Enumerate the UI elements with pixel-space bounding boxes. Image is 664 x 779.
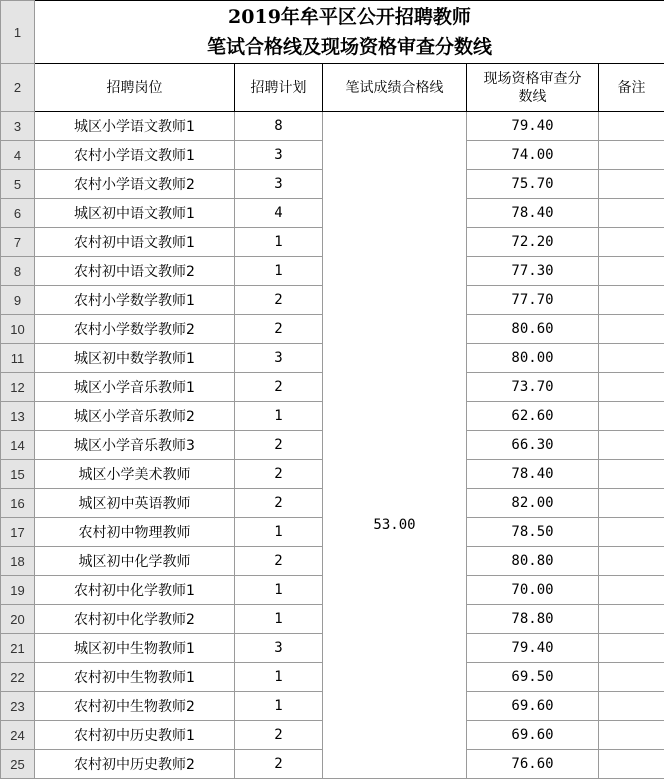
cell-review-score[interactable]: 78.80 xyxy=(467,605,599,634)
cell-note[interactable] xyxy=(599,431,664,460)
cell-position[interactable]: 农村小学数学教师2 xyxy=(35,315,235,344)
cell-review-score[interactable]: 69.60 xyxy=(467,692,599,721)
row-number[interactable]: 5 xyxy=(1,170,35,199)
header-written-line[interactable]: 笔试成绩合格线 xyxy=(323,64,467,112)
cell-position[interactable]: 农村初中化学教师2 xyxy=(35,605,235,634)
header-position[interactable]: 招聘岗位 xyxy=(35,64,235,112)
cell-plan[interactable]: 2 xyxy=(235,286,323,315)
cell-plan[interactable]: 4 xyxy=(235,199,323,228)
cell-plan[interactable]: 2 xyxy=(235,315,323,344)
row-number[interactable]: 23 xyxy=(1,692,35,721)
cell-review-score[interactable]: 80.60 xyxy=(467,315,599,344)
cell-review-score[interactable]: 69.60 xyxy=(467,721,599,750)
cell-position[interactable]: 城区初中英语教师 xyxy=(35,489,235,518)
cell-review-score[interactable]: 75.70 xyxy=(467,170,599,199)
cell-review-score[interactable]: 79.40 xyxy=(467,112,599,141)
row-number[interactable]: 12 xyxy=(1,373,35,402)
title-line-2: 笔试合格线及现场资格审查分数线 xyxy=(35,32,664,62)
cell-review-score[interactable]: 72.20 xyxy=(467,228,599,257)
cell-position[interactable]: 城区小学美术教师 xyxy=(35,460,235,489)
cell-position[interactable]: 城区初中数学教师1 xyxy=(35,344,235,373)
cell-position[interactable]: 城区小学音乐教师2 xyxy=(35,402,235,431)
cell-note[interactable] xyxy=(599,141,664,170)
cell-review-score[interactable]: 77.70 xyxy=(467,286,599,315)
header-plan[interactable]: 招聘计划 xyxy=(235,64,323,112)
row-number[interactable]: 3 xyxy=(1,112,35,141)
cell-position[interactable]: 农村小学语文教师1 xyxy=(35,141,235,170)
row-number[interactable]: 7 xyxy=(1,228,35,257)
cell-position[interactable]: 农村初中物理教师 xyxy=(35,518,235,547)
row-number[interactable]: 13 xyxy=(1,402,35,431)
header-review-line-2: 数线 xyxy=(467,88,598,106)
cell-review-score[interactable]: 74.00 xyxy=(467,141,599,170)
row-number[interactable]: 15 xyxy=(1,460,35,489)
row-number[interactable]: 22 xyxy=(1,663,35,692)
cell-position[interactable]: 城区小学音乐教师3 xyxy=(35,431,235,460)
header-review-line[interactable] xyxy=(467,64,599,112)
cell-note[interactable] xyxy=(599,170,664,199)
cell-plan[interactable]: 1 xyxy=(235,257,323,286)
cell-plan[interactable]: 2 xyxy=(235,489,323,518)
header-note[interactable]: 备注 xyxy=(599,64,664,112)
cell-note[interactable] xyxy=(599,489,664,518)
cell-review-score[interactable]: 82.00 xyxy=(467,489,599,518)
cell-plan[interactable]: 1 xyxy=(235,576,323,605)
row-number[interactable]: 20 xyxy=(1,605,35,634)
row-number[interactable]: 4 xyxy=(1,141,35,170)
row-number[interactable]: 11 xyxy=(1,344,35,373)
row-number[interactable]: 14 xyxy=(1,431,35,460)
cell-position[interactable]: 农村初中历史教师2 xyxy=(35,750,235,779)
cell-note[interactable] xyxy=(599,547,664,576)
cell-review-score[interactable]: 78.40 xyxy=(467,460,599,489)
cell-position[interactable]: 城区初中生物教师1 xyxy=(35,634,235,663)
table-row xyxy=(1,112,664,141)
cell-plan[interactable]: 3 xyxy=(235,141,323,170)
cell-note[interactable] xyxy=(599,663,664,692)
cell-review-score[interactable]: 70.00 xyxy=(467,576,599,605)
cell-plan[interactable]: 3 xyxy=(235,170,323,199)
cell-note[interactable] xyxy=(599,460,664,489)
row-number[interactable]: 8 xyxy=(1,257,35,286)
row-number[interactable]: 19 xyxy=(1,576,35,605)
cell-plan[interactable]: 1 xyxy=(235,605,323,634)
cell-note[interactable] xyxy=(599,315,664,344)
cell-note[interactable] xyxy=(599,634,664,663)
cell-plan[interactable]: 3 xyxy=(235,344,323,373)
cell-note[interactable] xyxy=(599,605,664,634)
cell-review-score[interactable]: 66.30 xyxy=(467,431,599,460)
cell-plan[interactable]: 1 xyxy=(235,518,323,547)
cell-review-score[interactable]: 78.50 xyxy=(467,518,599,547)
cell-review-score[interactable]: 79.40 xyxy=(467,634,599,663)
row-number[interactable]: 16 xyxy=(1,489,35,518)
cell-position[interactable]: 农村小学数学教师1 xyxy=(35,286,235,315)
cell-note[interactable] xyxy=(599,692,664,721)
cell-plan[interactable]: 1 xyxy=(235,402,323,431)
cell-plan[interactable]: 2 xyxy=(235,460,323,489)
cell-note[interactable] xyxy=(599,286,664,315)
cell-position[interactable]: 农村初中语文教师2 xyxy=(35,257,235,286)
row-number[interactable]: 6 xyxy=(1,199,35,228)
table-title[interactable] xyxy=(35,1,664,64)
row-number[interactable]: 25 xyxy=(1,750,35,779)
cell-position[interactable]: 农村初中化学教师1 xyxy=(35,576,235,605)
cell-plan[interactable]: 2 xyxy=(235,373,323,402)
cell-review-score[interactable]: 73.70 xyxy=(467,373,599,402)
cell-position[interactable]: 城区小学音乐教师1 xyxy=(35,373,235,402)
cell-review-score[interactable]: 62.60 xyxy=(467,402,599,431)
cell-position[interactable]: 城区初中语文教师1 xyxy=(35,199,235,228)
cell-note[interactable] xyxy=(599,750,664,779)
cell-note[interactable] xyxy=(599,518,664,547)
cell-note[interactable] xyxy=(599,344,664,373)
cell-note[interactable] xyxy=(599,373,664,402)
row-number[interactable]: 2 xyxy=(1,64,35,112)
title-line-1: 2019年牟平区公开招聘教师 xyxy=(35,2,664,32)
cell-review-score[interactable]: 76.60 xyxy=(467,750,599,779)
cell-note[interactable] xyxy=(599,721,664,750)
row-number[interactable]: 1 xyxy=(1,1,35,64)
row-number[interactable]: 24 xyxy=(1,721,35,750)
cell-position[interactable]: 农村初中语文教师1 xyxy=(35,228,235,257)
cell-position[interactable]: 城区初中化学教师 xyxy=(35,547,235,576)
cell-written-pass-score[interactable]: 53.00 xyxy=(323,112,467,779)
cell-position[interactable]: 城区小学语文教师1 xyxy=(35,112,235,141)
cell-note[interactable] xyxy=(599,228,664,257)
cell-plan[interactable]: 1 xyxy=(235,692,323,721)
cell-plan[interactable]: 3 xyxy=(235,634,323,663)
cell-note[interactable] xyxy=(599,199,664,228)
cell-note[interactable] xyxy=(599,112,664,141)
cell-review-score[interactable]: 80.00 xyxy=(467,344,599,373)
cell-plan[interactable]: 2 xyxy=(235,547,323,576)
row-number[interactable]: 9 xyxy=(1,286,35,315)
cell-review-score[interactable]: 80.80 xyxy=(467,547,599,576)
cell-review-score[interactable]: 78.40 xyxy=(467,199,599,228)
row-number[interactable]: 18 xyxy=(1,547,35,576)
header-review-line-1: 现场资格审查分 xyxy=(467,70,598,88)
cell-plan[interactable]: 2 xyxy=(235,750,323,779)
cell-position[interactable]: 农村初中生物教师1 xyxy=(35,663,235,692)
cell-plan[interactable]: 1 xyxy=(235,663,323,692)
cell-plan[interactable]: 1 xyxy=(235,228,323,257)
cell-note[interactable] xyxy=(599,257,664,286)
row-number[interactable]: 17 xyxy=(1,518,35,547)
cell-plan[interactable]: 2 xyxy=(235,431,323,460)
cell-plan[interactable]: 8 xyxy=(235,112,323,141)
cell-note[interactable] xyxy=(599,576,664,605)
title-row xyxy=(1,1,664,64)
cell-review-score[interactable]: 77.30 xyxy=(467,257,599,286)
row-number[interactable]: 21 xyxy=(1,634,35,663)
cell-position[interactable]: 农村初中历史教师1 xyxy=(35,721,235,750)
cell-position[interactable]: 农村初中生物教师2 xyxy=(35,692,235,721)
cell-plan[interactable]: 2 xyxy=(235,721,323,750)
cell-note[interactable] xyxy=(599,402,664,431)
header-row xyxy=(1,64,664,112)
row-number[interactable]: 10 xyxy=(1,315,35,344)
cell-position[interactable]: 农村小学语文教师2 xyxy=(35,170,235,199)
cell-review-score[interactable]: 69.50 xyxy=(467,663,599,692)
